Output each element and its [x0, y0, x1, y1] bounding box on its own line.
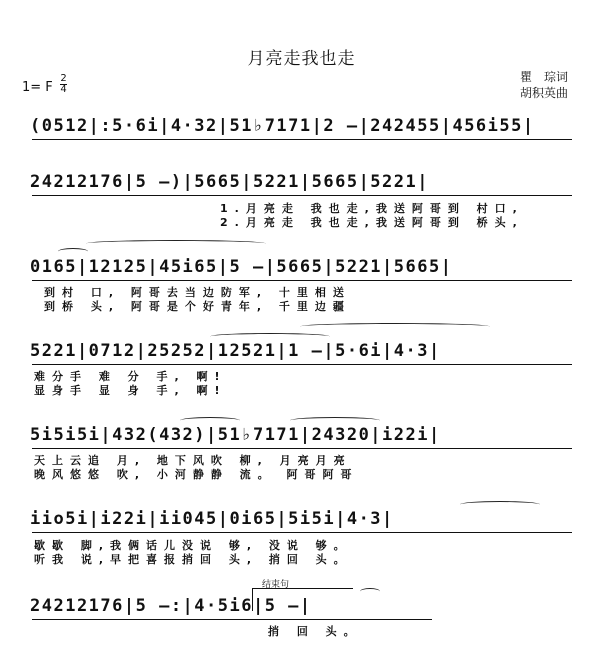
lyrics-verse-1-line-3: 到村 口, 阿哥去当边防军, 十里相送 [44, 286, 351, 299]
lyrics-verse-2-line-6: 听我 说,早把喜报捎回 头, 捎回 头。 [34, 553, 352, 566]
score-system-4: 5221|0712|25252|12521|1 –|5·6i|4·3| [30, 341, 441, 361]
lyrics-verse-1-line-6: 歇歇 脚,我俩话儿没说 够, 没说 够。 [34, 539, 352, 552]
lyrics-ending: 捎 回 头。 [268, 625, 362, 638]
ending-label: 结束句 [262, 580, 290, 590]
lyrics-verse-1-line-5: 天上云追 月, 地下风吹 柳, 月亮月亮 [34, 454, 352, 467]
lyrics-verse-2-line-3: 到桥 头, 阿哥是个好青年, 千里边疆 [44, 300, 351, 313]
time-signature [60, 74, 67, 95]
lyrics-verse-1-line-4: 难分手 难 分 手, 啊! [34, 370, 227, 383]
beam-line [32, 280, 572, 281]
slur-mark [360, 588, 380, 595]
beam-line [32, 139, 572, 140]
score-system-5: 5i5i5i|432(432)|51♭7171|24320|i22i| [30, 425, 441, 445]
meter-top: 2 [60, 73, 67, 84]
score-system-6: iio5i|i22i|ii045|0i65|5i5i|4·3| [30, 509, 394, 529]
beam-line [32, 448, 572, 449]
slur-mark [180, 417, 240, 424]
score-system-3: 0165|12125|45i65|5 –|5665|5221|5665| [30, 257, 453, 277]
lyrics-verse-2-line-2: 2.月亮走 我也走,我送阿哥到 桥头, [220, 216, 524, 229]
score-system-2: 24212176|5 –)|5665|5221|5665|5221| [30, 172, 429, 192]
song-title: 月亮走我也走 [247, 49, 356, 69]
beam-line [32, 532, 572, 533]
key-signature: 1= F [22, 80, 53, 95]
score-system-7: 24212176|5 –:|4·5i6|5 –| [30, 596, 312, 616]
lyrics-verse-2-line-5: 晚风悠悠 吹, 小河静静 流。 阿哥阿哥 [34, 468, 359, 481]
slur-mark [300, 323, 490, 330]
meter-bottom: 4 [60, 84, 67, 95]
score-system-1: (0512|:5·6i|4·32|51♭7171|2 –|242455|456i55| [30, 116, 535, 136]
lyricist-credit: 瞿 琮词 [520, 70, 569, 84]
lyrics-verse-2-line-4: 显身手 显 身 手, 啊! [34, 384, 227, 397]
composer-credit: 胡积英曲 [520, 86, 569, 100]
lyrics-verse-1-line-2: 1.月亮走 我也走,我送阿哥到 村口, [220, 202, 524, 215]
slur-mark [460, 501, 540, 508]
slur-mark [290, 417, 380, 424]
slur-mark [210, 333, 330, 340]
slur-mark [86, 240, 266, 247]
slur-mark [58, 248, 88, 255]
beam-line [32, 195, 572, 196]
beam-line [32, 364, 572, 365]
beam-line [32, 619, 432, 620]
